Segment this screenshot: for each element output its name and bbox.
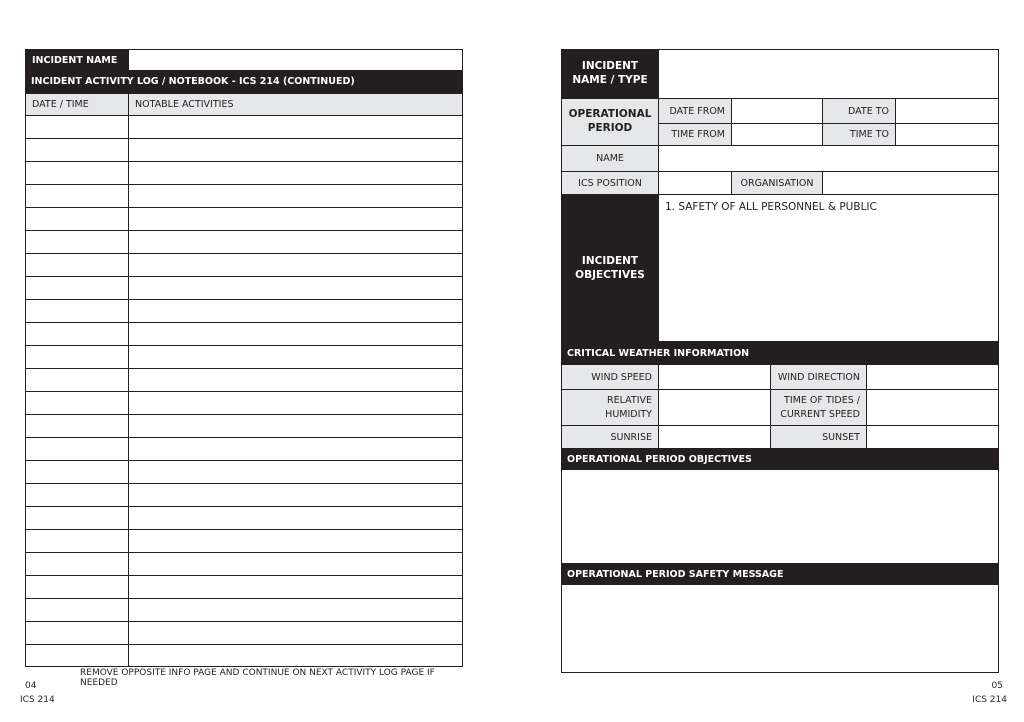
right-page-number: 05 — [991, 681, 1003, 691]
notable-activities-cell[interactable] — [129, 323, 462, 345]
date-time-cell[interactable] — [26, 300, 128, 322]
date-to-field[interactable] — [896, 99, 998, 123]
notable-activities-cell[interactable] — [129, 576, 462, 598]
time-from-label: TIME FROM — [659, 124, 731, 145]
wind-speed-field[interactable] — [659, 365, 770, 389]
notable-activities-cell[interactable] — [129, 392, 462, 414]
date-time-cell[interactable] — [26, 622, 128, 644]
sunrise-field[interactable] — [659, 426, 770, 448]
notable-activities-cell[interactable] — [129, 484, 462, 506]
date-time-cell[interactable] — [26, 530, 128, 552]
time-of-tides-field[interactable] — [867, 390, 998, 425]
notable-activities-cell[interactable] — [129, 277, 462, 299]
col-header-notable-activities: NOTABLE ACTIVITIES — [129, 94, 462, 115]
ics-position-label: ICS POSITION — [562, 172, 658, 194]
date-time-cell[interactable] — [26, 438, 128, 460]
date-from-field[interactable] — [732, 99, 822, 123]
op-period-safety-header: OPERATIONAL PERIOD SAFETY MESSAGE — [561, 563, 999, 585]
date-time-cell[interactable] — [26, 208, 128, 230]
date-to-label: DATE TO — [823, 99, 895, 123]
date-time-cell[interactable] — [26, 461, 128, 483]
notable-activities-cell[interactable] — [129, 300, 462, 322]
notable-activities-cell[interactable] — [129, 254, 462, 276]
date-time-cell[interactable] — [26, 484, 128, 506]
date-time-cell[interactable] — [26, 254, 128, 276]
op-period-objectives-header: OPERATIONAL PERIOD OBJECTIVES — [561, 448, 999, 470]
date-time-cell[interactable] — [26, 553, 128, 575]
notable-activities-cell[interactable] — [129, 553, 462, 575]
sunset-label: SUNSET — [771, 426, 866, 448]
notable-activities-cell[interactable] — [129, 231, 462, 253]
notable-activities-cell[interactable] — [129, 622, 462, 644]
date-time-cell[interactable] — [26, 392, 128, 414]
incident-name-type-field[interactable] — [659, 50, 998, 98]
time-from-field[interactable] — [732, 124, 822, 145]
col-header-date-time: DATE / TIME — [26, 94, 128, 115]
date-time-cell[interactable] — [26, 576, 128, 598]
date-time-cell[interactable] — [26, 277, 128, 299]
left-page-number: 04 — [25, 681, 37, 691]
notable-activities-cell[interactable] — [129, 162, 462, 184]
incident-objectives-field[interactable] — [659, 215, 998, 340]
notable-activities-cell[interactable] — [129, 346, 462, 368]
wind-direction-label: WIND DIRECTION — [771, 365, 866, 389]
sunrise-label: SUNRISE — [562, 426, 658, 448]
notable-activities-cell[interactable] — [129, 645, 462, 667]
date-time-cell[interactable] — [26, 116, 128, 138]
time-to-field[interactable] — [896, 124, 998, 145]
incident-name-label: INCIDENT NAME — [26, 50, 129, 70]
notable-activities-cell[interactable] — [129, 461, 462, 483]
name-field[interactable] — [659, 146, 998, 171]
critical-weather-header: CRITICAL WEATHER INFORMATION — [561, 341, 999, 365]
sunset-field[interactable] — [867, 426, 998, 448]
date-time-cell[interactable] — [26, 507, 128, 529]
notable-activities-cell[interactable] — [129, 507, 462, 529]
time-to-label: TIME TO — [823, 124, 895, 145]
notable-activities-cell[interactable] — [129, 438, 462, 460]
date-time-cell[interactable] — [26, 139, 128, 161]
incident-name-type-label: INCIDENT NAME / TYPE — [562, 50, 658, 98]
date-time-cell[interactable] — [26, 231, 128, 253]
ics-position-field[interactable] — [659, 172, 731, 194]
activity-log-header: INCIDENT ACTIVITY LOG / NOTEBOOK - ICS 214 (CONTINUED) — [25, 70, 463, 93]
date-time-cell[interactable] — [26, 185, 128, 207]
notable-activities-cell[interactable] — [129, 415, 462, 437]
footer-note: REMOVE OPPOSITE INFO PAGE AND CONTINUE ON NEXT ACTIVITY LOG PAGE IF NEEDED — [80, 668, 435, 688]
relative-humidity-label: RELATIVE HUMIDITY — [562, 390, 658, 425]
left-form-code: ICS 214 — [20, 695, 55, 705]
organisation-label: ORGANISATION — [732, 172, 822, 194]
organisation-field[interactable] — [823, 172, 998, 194]
op-period-safety-field[interactable] — [562, 585, 998, 672]
notable-activities-cell[interactable] — [129, 599, 462, 621]
date-time-cell[interactable] — [26, 346, 128, 368]
wind-speed-label: WIND SPEED — [562, 365, 658, 389]
incident-name-field[interactable] — [130, 50, 462, 70]
name-label: NAME — [562, 146, 658, 171]
date-time-cell[interactable] — [26, 645, 128, 667]
op-period-objectives-field[interactable] — [562, 470, 998, 563]
time-of-tides-label: TIME OF TIDES / CURRENT SPEED — [771, 390, 866, 425]
wind-direction-field[interactable] — [867, 365, 998, 389]
notable-activities-cell[interactable] — [129, 369, 462, 391]
right-form-code: ICS 214 — [972, 695, 1007, 705]
date-time-cell[interactable] — [26, 599, 128, 621]
operational-period-label: OPERATIONAL PERIOD — [562, 99, 658, 145]
objective-1: 1. SAFETY OF ALL PERSONNEL & PUBLIC — [665, 201, 877, 213]
date-time-cell[interactable] — [26, 415, 128, 437]
notable-activities-cell[interactable] — [129, 185, 462, 207]
notable-activities-cell[interactable] — [129, 530, 462, 552]
notable-activities-cell[interactable] — [129, 139, 462, 161]
date-time-cell[interactable] — [26, 369, 128, 391]
date-from-label: DATE FROM — [659, 99, 731, 123]
notable-activities-cell[interactable] — [129, 208, 462, 230]
date-time-cell[interactable] — [26, 162, 128, 184]
date-time-cell[interactable] — [26, 323, 128, 345]
relative-humidity-field[interactable] — [659, 390, 770, 425]
incident-objectives-label: INCIDENT OBJECTIVES — [562, 195, 658, 341]
notable-activities-cell[interactable] — [129, 116, 462, 138]
